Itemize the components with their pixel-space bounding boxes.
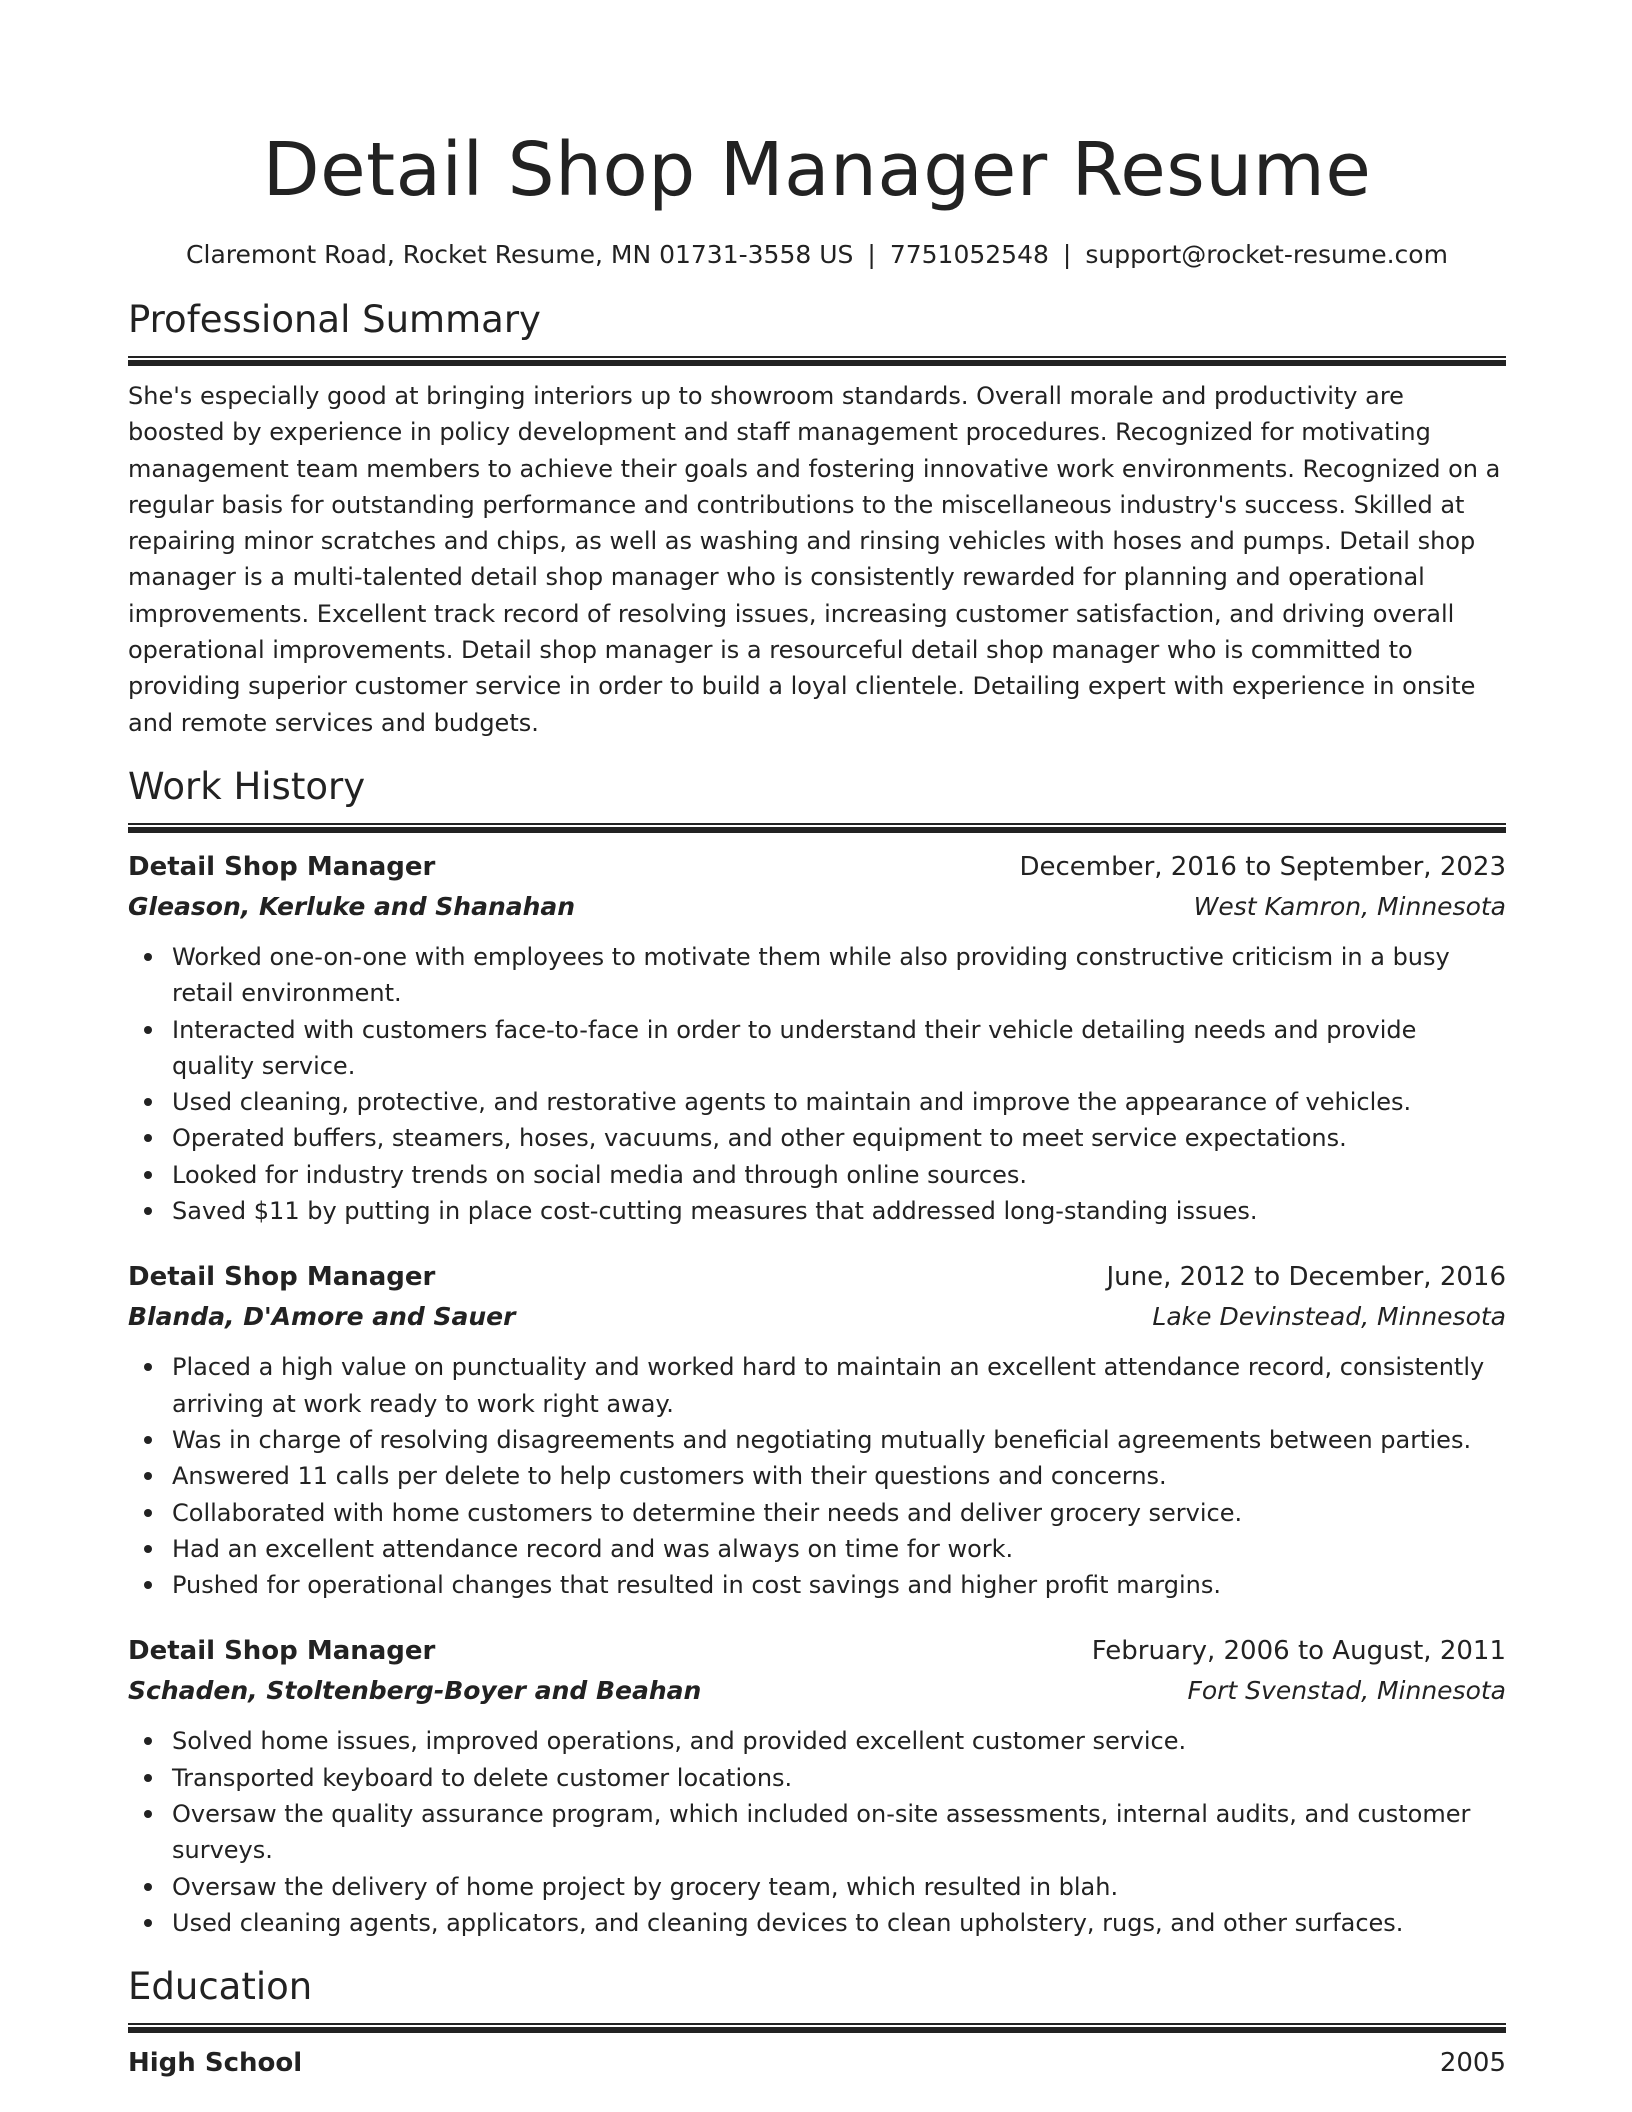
job-title: Detail Shop Manager — [128, 1262, 436, 1293]
list-item: Transported keyboard to delete customer locations. — [128, 1760, 1506, 1796]
list-item: Pushed for operational changes that resulted in cost savings and higher profit margins. — [128, 1567, 1506, 1603]
list-item: Interacted with customers face-to-face in order to understand their vehicle detailing needs and provide quality service. — [128, 1012, 1506, 1085]
list-item: Had an excellent attendance record and was always on time for work. — [128, 1531, 1506, 1567]
job-dates: June, 2012 to December, 2016 — [1106, 1262, 1506, 1293]
education-degree: High School — [128, 2048, 303, 2079]
list-item: Oversaw the quality assurance program, which included on-site assessments, internal audits, and customer surveys. — [128, 1796, 1506, 1869]
section-title-education: Education — [128, 1965, 313, 2009]
list-item: Solved home issues, improved operations, and provided excellent customer service. — [128, 1723, 1506, 1759]
job-entry — [128, 1631, 1506, 1941]
education-section — [128, 1963, 1506, 2083]
list-item: Collaborated with home customers to determine their needs and deliver grocery service. — [128, 1495, 1506, 1531]
job-company: Schaden, Stoltenberg-Boyer and Beahan — [128, 1676, 702, 1706]
list-item: Used cleaning, protective, and restorative agents to maintain and improve the appearance of vehicles. — [128, 1084, 1506, 1120]
list-item: Oversaw the delivery of home project by grocery team, which resulted in blah. — [128, 1869, 1506, 1905]
summary-text: She's especially good at bringing interiors up to showroom standards. Overall morale and productivity are boosted by experience in policy development and staff management procedures. Recognized for motivating management team members to achieve their goals and fostering innovative work environments. Recognized on a regular basis for outstanding performance and contributions to the miscellaneous industry's success. Skilled at repairing minor scratches and chips, as well as washing and rinsing vehicles with hoses and pumps. Detail shop manager is a multi-talented detail shop manager who is consistently rewarded for planning and operational improvements. Excellent track record of resolving issues, increasing customer satisfaction, and driving overall operational improvements. Detail shop manager is a resourceful detail shop manager who is committed to providing superior customer service in order to build a loyal clientele. Detailing expert with experience in onsite and remote services and budgets. — [128, 382, 1501, 737]
summary-section — [128, 296, 1506, 741]
list-item: Answered 11 calls per delete to help customers with their questions and concerns. — [128, 1458, 1506, 1494]
contact-address: Claremont Road, Rocket Resume, MN 01731-3558 US — [186, 240, 854, 269]
job-company: Gleason, Kerluke and Shanahan — [128, 891, 576, 921]
list-item: Was in charge of resolving disagreements and negotiating mutually beneficial agreements between parties. — [128, 1422, 1506, 1458]
job-title: Detail Shop Manager — [128, 1636, 436, 1667]
contact-line — [128, 238, 1506, 272]
list-item: Looked for industry trends on social media and through online sources. — [128, 1157, 1506, 1193]
job-entry — [128, 1257, 1506, 1603]
list-item: Operated buffers, steamers, hoses, vacuums, and other equipment to meet service expectations. — [128, 1120, 1506, 1156]
list-item: Used cleaning agents, applicators, and cleaning devices to clean upholstery, rugs, and other surfaces. — [128, 1905, 1506, 1941]
resume-title: Detail Shop Manager Resume — [262, 127, 1372, 213]
job-bullets — [128, 1349, 1506, 1603]
section-title-work-history: Work History — [128, 764, 366, 808]
list-item: Worked one-on-one with employees to motivate them while also providing constructive criticism in a busy retail environment. — [128, 939, 1506, 1012]
work-history-section — [128, 763, 1506, 1941]
job-entry — [128, 847, 1506, 1229]
section-title-summary: Professional Summary — [128, 298, 541, 341]
job-location: Fort Svenstad, Minnesota — [1187, 1676, 1506, 1706]
section-divider — [128, 2023, 1506, 2033]
job-bullets — [128, 939, 1506, 1229]
contact-phone: 7751052548 — [889, 240, 1049, 269]
section-divider — [128, 823, 1506, 833]
education-year: 2005 — [1439, 2048, 1506, 2079]
contact-separator: | — [867, 240, 876, 269]
resume-page — [128, 0, 1506, 2083]
contact-separator: | — [1062, 240, 1072, 269]
job-company: Blanda, D'Amore and Sauer — [128, 1302, 516, 1332]
list-item: Saved $11 by putting in place cost-cutting measures that addressed long-standing issues. — [128, 1193, 1506, 1229]
job-bullets — [128, 1723, 1506, 1941]
job-dates: February, 2006 to August, 2011 — [1091, 1636, 1506, 1667]
job-dates: December, 2016 to September, 2023 — [1019, 851, 1506, 882]
job-location: West Kamron, Minnesota — [1193, 891, 1506, 921]
list-item: Placed a high value on punctuality and worked hard to maintain an excellent attendance record, consistently arriving at work ready to work right away. — [128, 1349, 1506, 1422]
job-title: Detail Shop Manager — [128, 851, 436, 882]
contact-email: support@rocket-resume.com — [1085, 240, 1448, 269]
job-location: Lake Devinstead, Minnesota — [1152, 1302, 1506, 1332]
section-divider — [128, 356, 1506, 366]
